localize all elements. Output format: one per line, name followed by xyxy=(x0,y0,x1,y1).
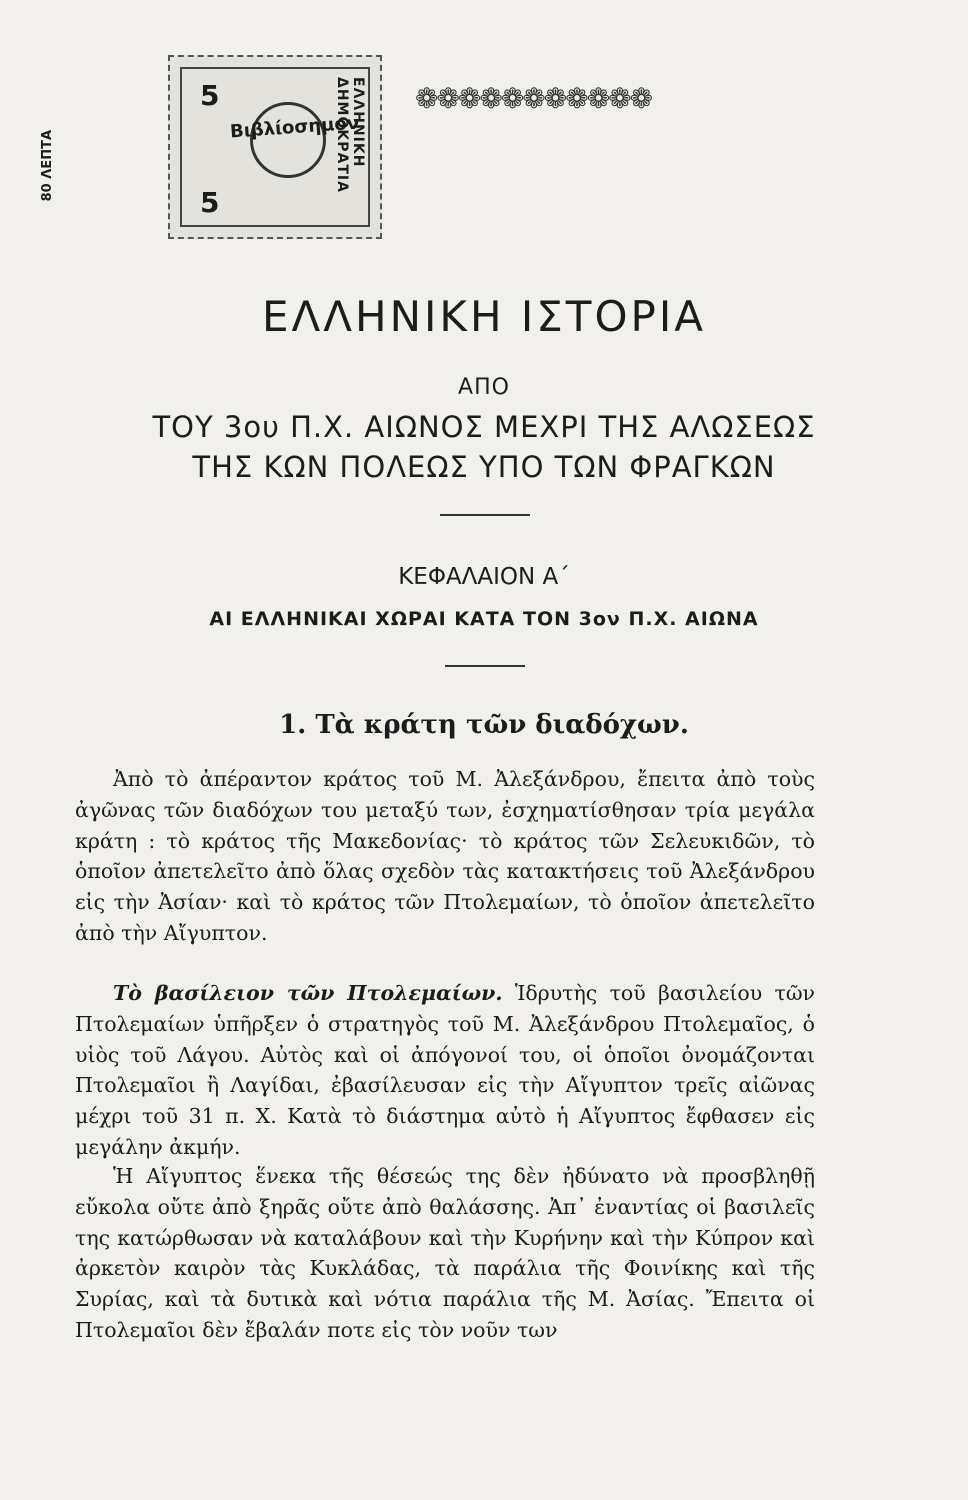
paragraph-2-body: Ἱδρυτὴς τοῦ βασιλείου τῶν Πτολεμαίων ὑπῆρξεν ὁ στρατηγὸς τοῦ Μ. Ἀλεξάνδρου Πτολεμαῖος, ὁ υἱὸς τοῦ Λάγου. Αὐτὸς καὶ οἱ ἀπόγονοί του, οἱ ὁποῖοι ὀνομάζονται Πτολεμαῖοι ἢ Λαγίδαι, ἐβασίλευσαν εἰς τὴν Αἴγυπτον τρεῖς αἰῶνας μέχρι τοῦ 31 π. Χ. Κατὰ τὸ διάστημα αὐτὸ ἡ Αἴγυπτος ἔφθασεν εἰς μεγάλην ἀκμήν. xyxy=(75,981,816,1159)
subtitle-line-1: ΤΟΥ 3ου Π.Χ. ΑΙΩΝΟΣ ΜΕΧΡΙ ΤΗΣ ΑΛΩΣΕΩΣ xyxy=(152,410,816,444)
revenue-stamp xyxy=(168,55,382,239)
paragraph-2 xyxy=(75,978,815,1163)
paragraph-3: Ἡ Αἴγυπτος ἕνεκα τῆς θέσεώς της δὲν ἠδύνατο νὰ προσβληθῇ εὔκολα οὔτε ἀπὸ ξηρᾶς οὔτε ἀπὸ θαλάσσης. Ἀπ᾽ ἐναντίας οἱ βασιλεῖς της κατώρθωσαν νὰ καταλάβουν καὶ τὴν Κυρήνην καὶ τὴν Κύπρον καὶ ἀρκετὸν καιρὸν τὰς Κυκλάδας, τὰ παράλια τῆς Φοινίκης καὶ τῆς Συρίας, καὶ τὰ δυτικὰ καὶ νότια παράλια τῆς Μ. Ἀσίας. Ἔπειτα οἱ Πτολεμαῖοι δὲν ἔβαλάν ποτε εἰς τὸν νοῦν των xyxy=(75,1164,815,1342)
paragraph-2-lead: Τὸ βασίλειον τῶν Πτολεμαίων. xyxy=(113,981,503,1005)
chapter-title: ΚΕΦΑΛΑΙΟΝ Α΄ xyxy=(398,564,570,590)
subtitle-apo: ΑΠΟ xyxy=(458,375,510,400)
ornament-border: ❁❁❁❁❁❁❁❁❁❁❁ xyxy=(415,82,652,115)
stamp-country: ΕΛΛΗΝΙΚΗ ΔΗΜΟΚΡΑΤΙΑ xyxy=(334,77,366,193)
section-heading: 1. Τὰ κράτη τῶν διαδόχων. xyxy=(279,710,689,740)
divider-1 xyxy=(440,514,530,516)
stamp-value-top: 5 xyxy=(200,79,220,112)
subtitle-line-2: ΤΗΣ ΚΩΝ ΠΟΛΕΩΣ ΥΠΟ ΤΩΝ ΦΡΑΓΚΩΝ xyxy=(192,450,776,484)
stamp-side-value: 80 xyxy=(40,183,55,202)
paragraph-1: Ἀπὸ τὸ ἀπέραντον κράτος τοῦ Μ. Ἀλεξάνδρου, ἔπειτα ἀπὸ τοὺς ἀγῶνας τῶν διαδόχων του μεταξύ των, ἐσχηματίσθησαν τρία μεγάλα κράτη : τὸ κράτος τῆς Μακεδονίας· τὸ κράτος τῶν Σελευκιδῶν, τὸ ὁποῖον ἀπετελεῖτο ἀπὸ ὅλας σχεδὸν τὰς κατακτήσεις τοῦ Ἀλεξάνδρου εἰς τὴν Ἀσίαν· καὶ τὸ κράτος τῶν Πτολεμαίων, τὸ ὁποῖον ἀπετελεῖτο ἀπὸ τὴν Αἴγυπτον. xyxy=(75,767,815,945)
stamp-side-unit: ΛΕΠΤΑ xyxy=(40,130,55,179)
stamp-side-label xyxy=(40,130,55,201)
chapter-subtitle: ΑΙ ΕΛΛΗΝΙΚΑΙ ΧΩΡΑΙ ΚΑΤΑ ΤΟΝ 3ον Π.Χ. ΑΙΩΝΑ xyxy=(209,608,759,630)
stamp-value-bottom: 5 xyxy=(200,186,220,219)
divider-2 xyxy=(445,665,525,667)
stamp-overprint: Βιβλίοσημον xyxy=(229,112,360,143)
book-title: ΕΛΛΗΝΙΚΗ ΙΣΤΟΡΙΑ xyxy=(262,292,706,341)
